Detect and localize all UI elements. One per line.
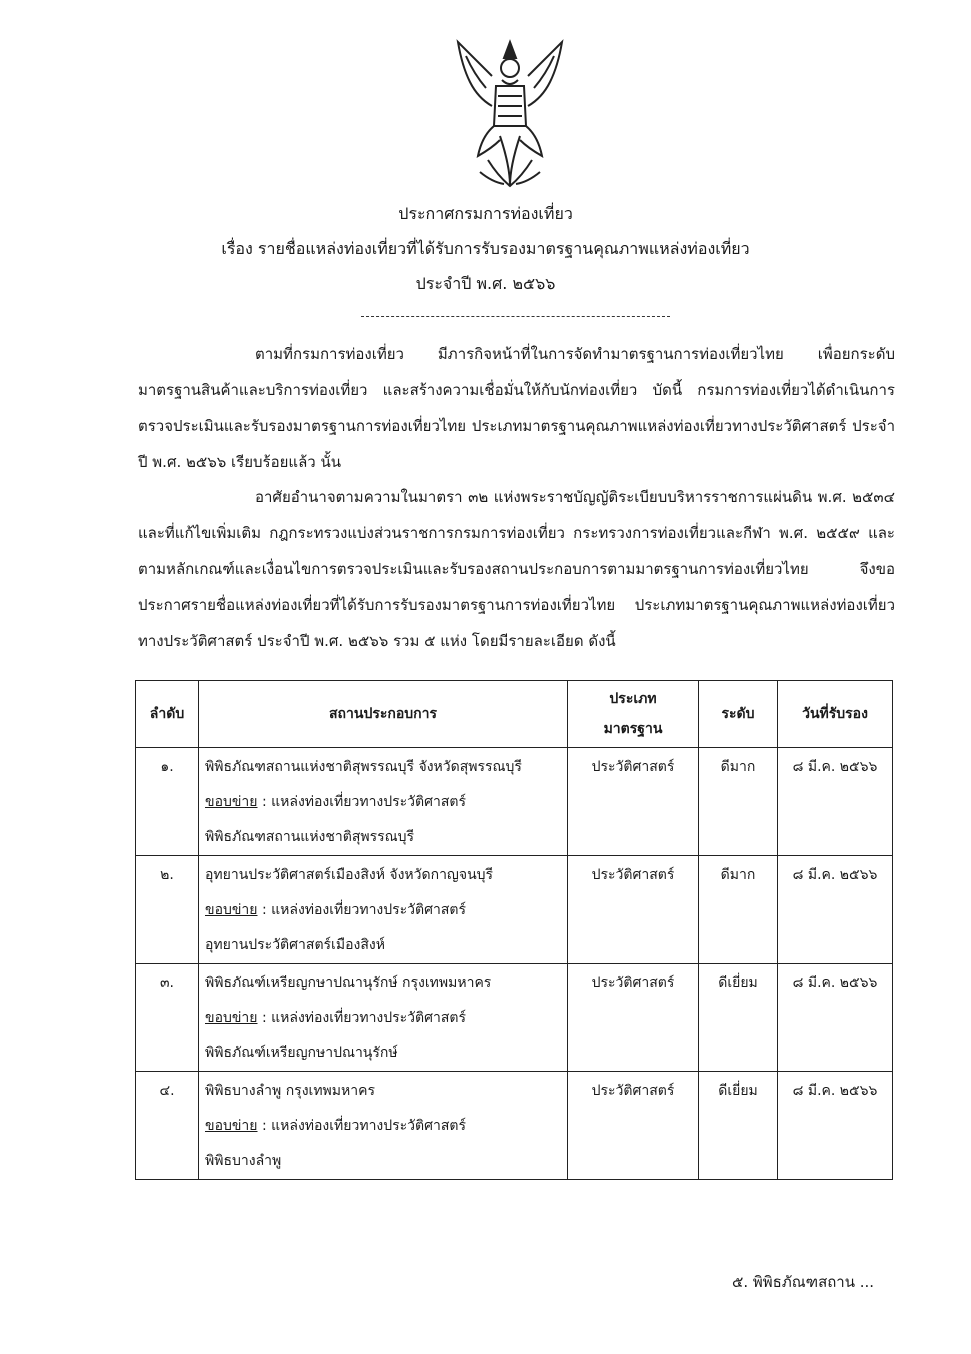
row-type: ประวัติศาสตร์	[568, 748, 699, 856]
header-type-line2: มาตรฐาน	[603, 721, 663, 737]
row-scope	[205, 1001, 561, 1036]
table-row	[136, 964, 893, 1072]
row-name: พิพิธบางลำพู กรุงเทพมหาคร	[205, 1083, 375, 1099]
row-scope	[205, 785, 561, 820]
scope-label: ขอบข่าย	[205, 1118, 258, 1134]
row-type: ประวัติศาสตร์	[568, 1072, 699, 1180]
scope-text: : แหล่งท่องเที่ยวทางประวัติศาสตร์	[257, 1010, 467, 1026]
header-date: วันที่รับรอง	[778, 681, 893, 748]
row-type: ประวัติศาสตร์	[568, 856, 699, 964]
row-date: ๘ มี.ค. ๒๕๖๖	[778, 1072, 893, 1180]
row-name: พิพิธภัณฑสถานแห่งชาติสุพรรณบุรี จังหวัดสุพรรณบุรี	[205, 759, 522, 775]
row-level: ดีเยี่ยม	[699, 964, 778, 1072]
garuda-emblem-icon	[452, 36, 568, 194]
row-no: ๒.	[136, 856, 199, 964]
row-establishment	[199, 964, 568, 1072]
row-establishment	[199, 1072, 568, 1180]
row-no: ๑.	[136, 748, 199, 856]
scope-text: : แหล่งท่องเที่ยวทางประวัติศาสตร์	[257, 1118, 467, 1134]
table-header-row	[136, 681, 893, 748]
row-scope	[205, 893, 561, 928]
row-scope-name: พิพิธภัณฑ์เหรียญกษาปณานุรักษ์	[205, 1045, 398, 1061]
row-date: ๘ มี.ค. ๒๕๖๖	[778, 964, 893, 1072]
paragraph-authority: อาศัยอำนาจตามความในมาตรา ๓๒ แห่งพระราชบัญญัติระเบียบบริหารราชการแผ่นดิน พ.ศ. ๒๕๓๔ และที่แก้ไขเพิ่มเติม กฎกระทรวงแบ่งส่วนราชการกรมการท่องเที่ยว กระทรวงการท่องเที่ยวและกีฬา พ.ศ. ๒๕๕๙ และตามหลักเกณฑ์และเงื่อนไขการตรวจประเมินและรับรองสถานประกอบการตามมาตรฐานการท่องเที่ยวไทย จึงขอประกาศรายชื่อแหล่งท่องเที่ยวที่ได้รับการรับรองมาตรฐานการท่องเที่ยวไทย ประเภทมาตรฐานคุณภาพแหล่งท่องเที่ยวทางประวัติศาสตร์ ประจำปี พ.ศ. ๒๕๖๖ รวม ๕ แห่ง โดยมีรายละเอียด ดังนี้	[138, 488, 895, 650]
header-level: ระดับ	[699, 681, 778, 748]
continuation-note: ๕. พิพิธภัณฑสถาน ...	[732, 1273, 875, 1291]
row-name: อุทยานประวัติศาสตร์เมืองสิงห์ จังหวัดกาญจนบุรี	[205, 867, 494, 883]
header-establishment: สถานประกอบการ	[199, 681, 568, 748]
row-date: ๘ มี.ค. ๒๕๖๖	[778, 748, 893, 856]
table-row	[136, 856, 893, 964]
header-type	[568, 681, 699, 748]
row-no: ๓.	[136, 964, 199, 1072]
separator-line	[361, 316, 670, 317]
row-scope	[205, 1109, 561, 1144]
row-name: พิพิธภัณฑ์เหรียญกษาปณานุรักษ์ กรุงเทพมหาคร	[205, 975, 492, 991]
row-establishment	[199, 856, 568, 964]
header-no: ลำดับ	[136, 681, 199, 748]
scope-label: ขอบข่าย	[205, 794, 258, 810]
row-level: ดีมาก	[699, 856, 778, 964]
announcement-year: ประจำปี พ.ศ. ๒๕๖๖	[415, 274, 556, 293]
row-type: ประวัติศาสตร์	[568, 964, 699, 1072]
row-scope-name: อุทยานประวัติศาสตร์เมืองสิงห์	[205, 937, 385, 953]
row-scope-name: พิพิธภัณฑสถานแห่งชาติสุพรรณบุรี	[205, 829, 415, 845]
row-date: ๘ มี.ค. ๒๕๖๖	[778, 856, 893, 964]
scope-text: : แหล่งท่องเที่ยวทางประวัติศาสตร์	[257, 902, 467, 918]
certification-table	[135, 680, 893, 1180]
scope-label: ขอบข่าย	[205, 902, 258, 918]
header-type-line1: ประเภท	[609, 691, 657, 707]
row-no: ๔.	[136, 1072, 199, 1180]
table-row	[136, 1072, 893, 1180]
announcement-subject: เรื่อง รายชื่อแหล่งท่องเที่ยวที่ได้รับการรับรองมาตรฐานคุณภาพแหล่งท่องเที่ยว	[221, 239, 750, 258]
scope-label: ขอบข่าย	[205, 1010, 258, 1026]
paragraph-intro: ตามที่กรมการท่องเที่ยว มีภารกิจหน้าที่ในการจัดทำมาตรฐานการท่องเที่ยวไทย เพื่อยกระดับมาตรฐานสินค้าและบริการท่องเที่ยว และสร้างความเชื่อมั่นให้กับนักท่องเที่ยว บัดนี้ กรมการท่องเที่ยวได้ดำเนินการตรวจประเมินและรับรองมาตรฐานการท่องเที่ยวไทย ประเภทมาตรฐานคุณภาพแหล่งท่องเที่ยวทางประวัติศาสตร์ ประจำปี พ.ศ. ๒๕๖๖ เรียบร้อยแล้ว นั้น	[138, 345, 895, 471]
row-level: ดีเยี่ยม	[699, 1072, 778, 1180]
announcement-title: ประกาศกรมการท่องเที่ยว	[398, 204, 573, 223]
scope-text: : แหล่งท่องเที่ยวทางประวัติศาสตร์	[257, 794, 467, 810]
row-establishment	[199, 748, 568, 856]
table-row	[136, 748, 893, 856]
row-level: ดีมาก	[699, 748, 778, 856]
row-scope-name: พิพิธบางลำพู	[205, 1153, 282, 1169]
